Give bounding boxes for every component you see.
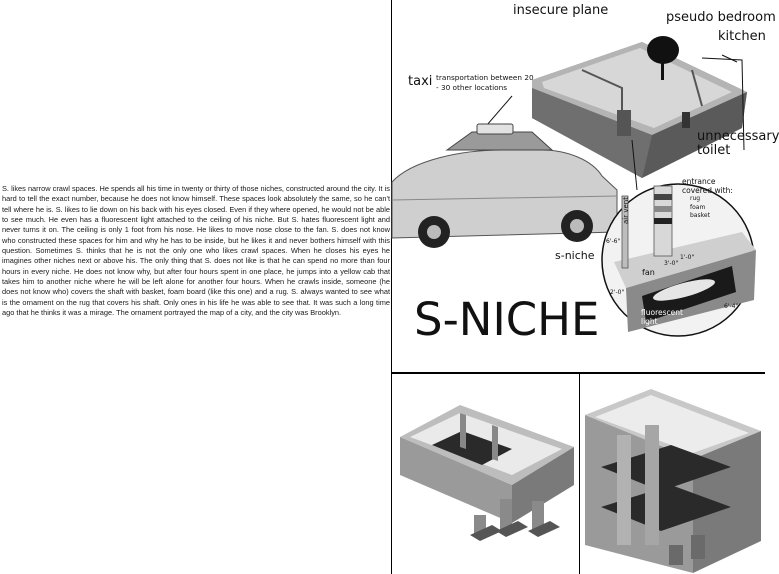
label-insecure-plane: insecure plane [513, 3, 609, 18]
isometric-single-level [392, 375, 578, 573]
page-title: S-NICHE [414, 293, 600, 346]
fluor-line1: fluorescent [641, 308, 683, 317]
entrance-basket: basket [690, 212, 710, 219]
entrance-line2: covered with: [682, 185, 733, 195]
dim-2-0: 2'-0" [610, 289, 625, 296]
horizontal-divider [391, 372, 765, 374]
dim-3-0: 3'-0" [664, 260, 679, 267]
label-s-niche: s-niche [555, 249, 595, 262]
fluor-line2: light [641, 316, 658, 326]
label-kitchen: kitchen [718, 29, 766, 44]
label-fan: fan [642, 268, 655, 277]
entrance-rug: rug [690, 195, 701, 202]
label-unnecessary: unnecessary [697, 129, 779, 144]
label-unnecessary-toilet [697, 130, 779, 158]
label-entrance [682, 178, 733, 221]
narrative-text: S. likes narrow crawl spaces. He spends all his time in twenty or thirty of those niches, constructed around the city. It is hard to tell the exact number, because he does not know himself. These spaces look absolutely the same, so he can't tell where he is. S. likes to lie down on his back with his eyes closed. Even if they where opened, he would not be able to see much. He even has a fluorescent light attached to the ceiling of his niche. But S. hates fluorescent light and never turns it on. The ceiling is only 1 foot from his nose. He likes to move nose close to the fan. S. does not know who constructed these spaces for him and why he has to be inside, but he likes it and never bothers himself with this question. Sometimes S. thinks that he is not the only one who likes crawl spaces. When he closes his eyes he imagines other niches next or above his. The only thing that S. does not like is that he can spend no more than four hours in every niche. He does not know why, but after four hours spent in one place, he jumps into a yellow cab that takes him to another niche where he will be left alone for another four hours. When he crawls inside, someone (he does not know who) covers the shaft with basket, foam board (like this one) and a rug. S. always wanted to see what is the ornament on the rug that covers his shaft. Only ones in his life he was able to see that. It was such a long time ago that he thinks it was a mirage. The ornament portrayed the map of a city, and the city was Brooklyn. [2, 184, 390, 318]
dim-1-0: 1'-0" [680, 254, 695, 261]
dim-6-6: 6'-6" [606, 238, 621, 245]
label-pseudo-bedroom: pseudo bedroom [666, 10, 776, 25]
label-air-vent: air vent [622, 197, 630, 224]
entrance-foam: foam [690, 203, 706, 211]
label-toilet: toilet [697, 143, 731, 158]
label-taxi-desc: transportation between 20 - 30 other locations [436, 73, 534, 92]
bottom-divider [579, 374, 580, 574]
label-fluorescent-light [641, 309, 683, 326]
isometric-stacked-levels [581, 375, 763, 573]
entrance-line1: entrance [682, 177, 716, 186]
label-taxi: taxi [408, 74, 433, 89]
dim-6-4: 6'-4" [724, 303, 739, 310]
